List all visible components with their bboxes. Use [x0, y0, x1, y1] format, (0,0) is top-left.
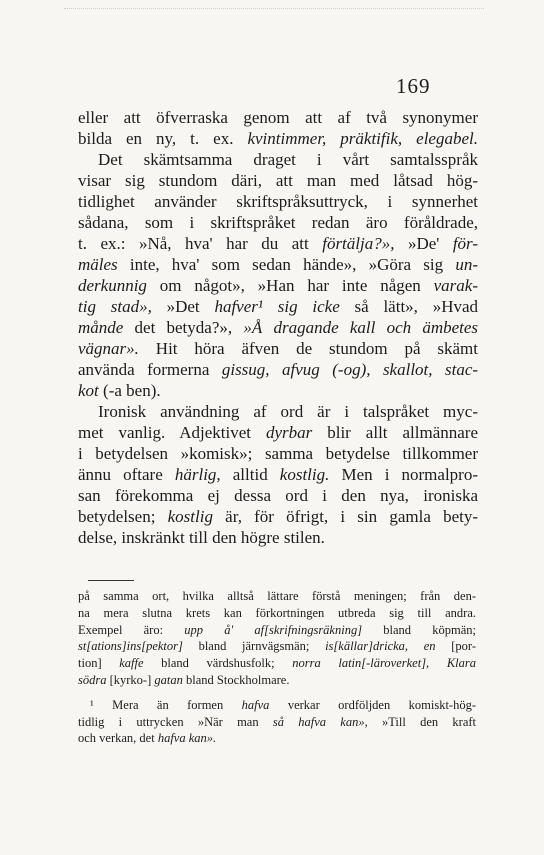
- footnote-line-8: tidlig i uttrycken »När man så hafva kan», »Till den kraft: [78, 714, 477, 729]
- footnote-line-7: ¹ Mera än formen hafva verkar ordföljden komiskt-hög-: [90, 697, 476, 712]
- footnote-line-9: och verkan, det hafva kan».: [78, 731, 217, 746]
- footnotes: [78, 588, 476, 747]
- main-line-3: Det skämtsamma draget i vårt samtalsspråk: [98, 150, 478, 169]
- main-line-5: tidlighet använder skriftspråksuttryck, i synnerhet: [78, 192, 478, 211]
- main-text: [78, 107, 478, 548]
- main-line-6: sådana, som i skriftspråket redan äro föråldrade,: [78, 213, 478, 232]
- main-line-19: san förekomma ej dessa ord i den nya, ironiska: [78, 486, 478, 505]
- footnote-line-6: södra [kyrko-] gatan bland Stockholmare.: [78, 672, 290, 687]
- main-line-7: t. ex.: »Nå, hva' har du att förtälja?», »De' för-: [78, 234, 478, 253]
- main-line-12: vägnar». Hit höra äfven de stundom på skämt: [78, 339, 478, 358]
- main-line-20: betydelsen; kostlig är, för öfrigt, i sin gamla bety-: [78, 507, 478, 526]
- main-line-8: mäles inte, hva' som sedan hände», »Göra sig un-: [78, 255, 478, 274]
- main-line-16: met vanlig. Adjektivet dyrbar blir allt allmännare: [78, 423, 478, 442]
- footnote-line-5: tion] kaffe bland värdshusfolk; norra latin[-läroverket], Klara: [78, 656, 476, 671]
- main-line-14: kot (-a ben).: [78, 381, 161, 400]
- footnote-separator: [88, 580, 134, 581]
- footnote-line-1: på samma ort, hvilka alltså lättare förstå meningen; från den-: [78, 589, 476, 603]
- main-line-15: Ironisk användning af ord är i talspråket myc-: [98, 402, 478, 421]
- footnote-line-4: st[ations]ins[pektor] bland järnvägsmän; is[källar]dricka, en [por-: [78, 639, 476, 654]
- top-edge-rule: [64, 8, 484, 9]
- page-number: 169: [396, 74, 431, 98]
- main-line-11: månde det betyda?», »Å dragande kall och ämbetes: [78, 318, 479, 337]
- main-line-2: bilda en ny, t. ex. kvintimmer, präktifik, elegabel.: [78, 129, 478, 148]
- footnote-line-2: na mera slutna krets kan förkortningen utbreda sig till andra.: [78, 605, 476, 620]
- main-line-1: eller att öfverraska genom att af två synonymer: [78, 108, 478, 127]
- main-line-17: i betydelsen »komisk»; samma betydelse tillkommer: [78, 444, 478, 463]
- main-line-10: tig stad», »Det hafver¹ sig icke så lätt», »Hvad: [78, 297, 479, 316]
- main-line-13: använda formerna gissug, afvug (-og), skallot, stac-: [78, 360, 479, 379]
- main-line-4: visar sig stundom däri, att man med låtsad hög-: [78, 171, 478, 190]
- main-line-18: ännu oftare härlig, alltid kostlig. Men i normalpro-: [78, 465, 478, 484]
- footnote-line-3: Exempel äro: upp å' af[skrifningsräkning] bland köpmän;: [78, 622, 477, 637]
- main-line-9: derkunnig om något», »Han har inte någen varak-: [78, 276, 478, 295]
- main-line-21: delse, inskränkt till den högre stilen.: [78, 528, 325, 547]
